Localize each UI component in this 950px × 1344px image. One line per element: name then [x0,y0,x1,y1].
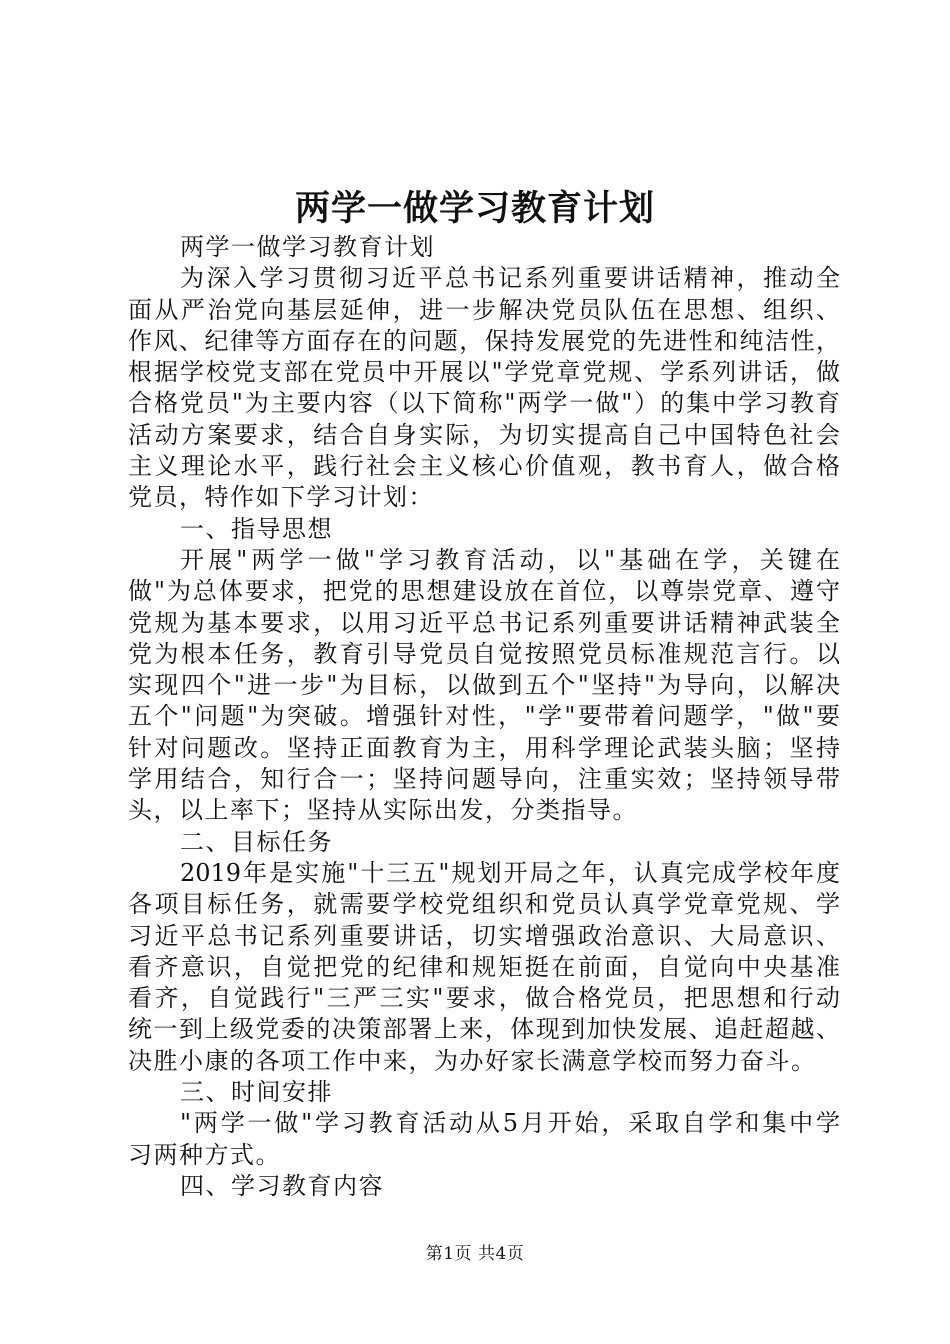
paragraph-line: 决胜小康的各项工作中来，为办好家长满意学校而努力奋斗。 [128,1046,817,1075]
section-heading: 一、指导思想 [180,514,333,543]
document-body [128,232,840,1202]
paragraph-line: "两学一做"学习教育活动从5月开始，采取自学和集中学 [180,1109,840,1138]
section-heading: 三、时间安排 [180,1078,333,1107]
paragraph-line: 看齐意识，自觉把党的纪律和规矩挺在前面，自觉向中央基准 [128,952,840,981]
paragraph-line: 作风、纪律等方面存在的问题，保持发展党的先进性和纯洁性， [128,326,840,355]
paragraph-line: 党规为基本要求，以用习近平总书记系列重要讲话精神武装全 [128,608,840,637]
paragraph-line: 面从严治党向基层延伸，进一步解决党员队伍在思想、组织、 [128,295,840,324]
paragraph-line: 学用结合，知行合一；坚持问题导向，注重实效；坚持领导带 [128,765,840,794]
paragraph-line: 2019年是实施"十三五"规划开局之年，认真完成学校年度 [180,858,840,887]
document-title: 两学一做学习教育计划 [294,188,655,229]
section-heading: 四、学习教育内容 [180,1171,384,1200]
paragraph-line: 实现四个"进一步"为目标，以做到五个"坚持"为导向，以解决 [128,671,840,700]
paragraph-line: 党为根本任务，教育引导党员自觉按照党员标准规范言行。以 [128,639,840,668]
paragraph-line: 活动方案要求，结合自身实际，为切实提高自己中国特色社会 [128,420,840,449]
paragraph-line: 党员，特作如下学习计划： [128,483,434,512]
paragraph-line: 统一到上级党委的决策部署上来，体现到加快发展、追赶超越、 [128,1015,840,1044]
paragraph-line: 做"为总体要求，把党的思想建设放在首位，以尊崇党章、遵守 [128,577,840,606]
paragraph-line: 五个"问题"为突破。增强针对性，"学"要带着问题学，"做"要 [128,702,840,731]
paragraph-line: 各项目标任务，就需要学校党组织和党员认真学党章党规、学 [128,890,840,919]
paragraph-line: 习两种方式。 [128,1140,281,1169]
paragraph-line: 看齐，自觉践行"三严三实"要求，做合格党员，把思想和行动 [128,984,840,1013]
paragraph-line: 针对问题改。坚持正面教育为主，用科学理论武装头脑；坚持 [128,733,840,762]
page-footer: 第1页 共4页 [425,1244,525,1264]
paragraph-line: 习近平总书记系列重要讲话，切实增强政治意识、大局意识、 [128,921,840,950]
paragraph-line: 主义理论水平，践行社会主义核心价值观，教书育人，做合格 [128,452,840,481]
paragraph-line: 为深入学习贯彻习近平总书记系列重要讲话精神，推动全 [180,264,840,293]
paragraph-line: 开展"两学一做"学习教育活动，以"基础在学，关键在 [180,545,840,574]
paragraph-line: 合格党员"为主要内容（以下简称"两学一做"）的集中学习教育 [128,389,840,418]
paragraph-line: 根据学校党支部在党员中开展以"学党章党规、学系列讲话，做 [128,358,840,387]
paragraph-line: 头，以上率下；坚持从实际出发，分类指导。 [128,796,638,825]
section-heading: 二、目标任务 [180,827,333,856]
subtitle-line: 两学一做学习教育计划 [180,233,435,261]
